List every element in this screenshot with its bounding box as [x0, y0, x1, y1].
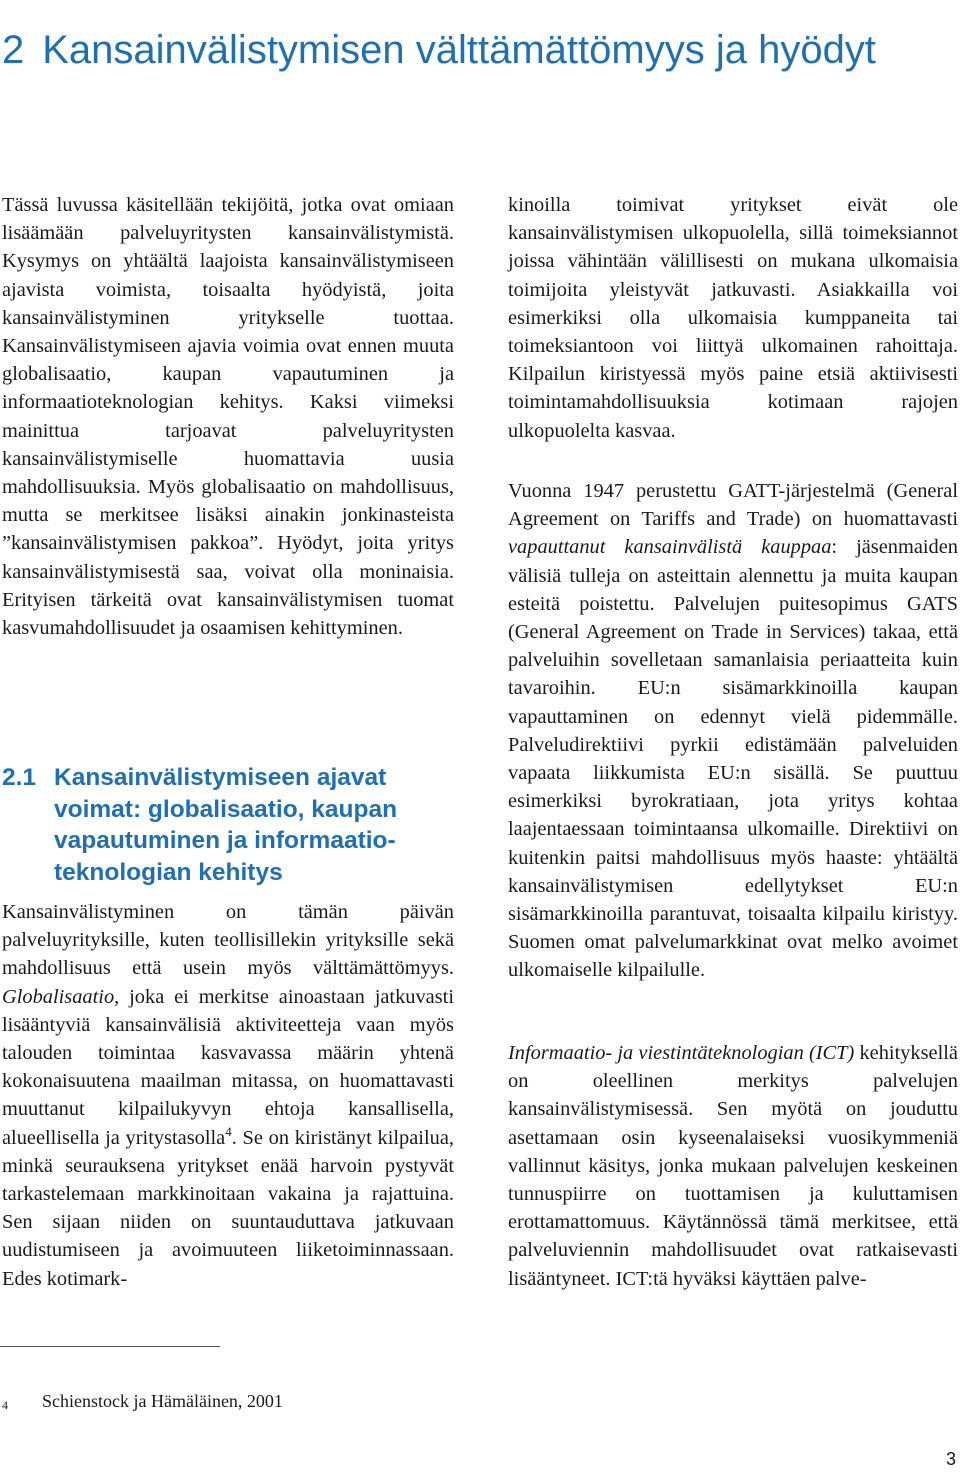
intro-paragraph: Tässä luvussa käsitellään tekijöitä, jotka ovat omiaan lisäämään palveluyritysten kansainvälistymistä. Kysymys on yhtäältä laajoista kansainvälistymiseen ajavista voimista, toisaalta hyödyistä, joita kansainvälistyminen yritykselle tuottaa. Kansainvälistymiseen ajavia voimia ovat ennen muuta globalisaatio, kaupan vapautuminen ja informaatioteknologian kehitys. Kaksi viimeksi mainittua tarjoavat palveluyritysten kansainvälistymiselle huomattavia uusia mahdollisuuksia. Myös globalisaatio on mahdollisuus, mutta se merkitsee lisäksi ainakin jonkinasteista ”kansainvälistymisen pakkoa”. Hyödyt, joita yritys kansainvälistymisestä saa, voivat olla moninaisia. Erityisen tärkeitä ovat kansainvälistymisen tuomat kasvumahdollisuudet ja osaamisen kehittyminen. [2, 194, 454, 640]
chapter-title [2, 27, 952, 73]
section-heading [2, 762, 454, 888]
right-column-para1 [508, 191, 958, 445]
footnote-divider [0, 1346, 220, 1347]
ict-term: Informaatio- ja viestintäteknologian (ICT) [508, 1042, 855, 1064]
right-paragraph-2 [508, 477, 958, 985]
left-column-intro [2, 191, 454, 642]
page-number: 3 [945, 1449, 956, 1469]
right-column-para2 [508, 477, 958, 985]
left-column-section-text [2, 898, 454, 1293]
footnote-number: 4 [2, 1398, 8, 1412]
section-intro-text: Kansainvälistyminen on tämän päivän palveluyrityksille, kuten teollisillekin yrityksille sekä mahdollisuus että usein myös välttämättömyys. [2, 901, 454, 980]
section-number: 2.1 [2, 764, 37, 792]
footnote-text: Schienstock ja Hämäläinen, 2001 [42, 1391, 283, 1411]
trade-liberalisation-term: vapauttanut kansainvälistä kauppaa [508, 536, 832, 559]
footnote-reference: 4 [225, 1123, 232, 1139]
gatt-text-start: Vuonna 1947 perustettu GATT-järjestelmä (General Agreement on Tariffs and Trade) on huomattavasti [508, 480, 958, 531]
right-paragraph-3 [508, 1039, 958, 1293]
chapter-title-text: Kansainvälistymisen välttämättömyys ja hyödyt [42, 27, 876, 72]
globalisaatio-term: Globalisaatio [2, 985, 115, 1008]
right-paragraph-1: kinoilla toimivat yritykset eivät ole kansainvälistymisen ulkopuolella, sillä toimeksiannot joissa vähintään välillisesti on mukana ulkomaisia toimijoita yleistyvät jatkuvasti. Asiakkailla voi esimerkiksi olla ulkomaisia kumppaneita tai toimeksiantoon voi liittyä ulkomainen rahoittaja. Kilpailun kiristyessä myös paine etsiä aktiivisesti toimintamahdollisuuksia kotimaan rajojen ulkopuolelta kasvaa. [508, 194, 958, 442]
gatt-text-end: : jäsenmaiden välisiä tulleja on asteittain alennettu ja muita kaupan esteitä poistettu. Palvelujen puitesopimus GATS (General Agreement on Trade in Services) takaa, että palveluihin sovelletaan samanlaisia periaatteita kuin tavaroihin. EU:n sisämarkkinoilla kaupan vapauttaminen on edennyt vielä pidemmälle. Palveludirektiivi pyrkii edistämään palveluiden vapaata liikkumista EU:n sisällä. Se puuttuu esimerkiksi byrokratiaan, jota yritys kohtaa laajentaessaan toimintaansa ulkomaille. Direktiivi on kuitenkin paitsi mahdollisuus myös haaste: yhtäältä kansainvälistymisen edellytykset EU:n sisämarkkinoilla parantuvat, toisaalta kilpailu kiristyy. Suomen omat palvelumarkkinat ovat melko avoimet ulkomaiselle kilpailulle. [508, 536, 958, 982]
globalisaatio-text: , joka ei merkitse ainoastaan jatkuvasti lisääntyviä kansainvälisiä aktiviteetteja vaan myös talouden toimintaa kasvavassa määrin yhtenä kokonaisuutena maailman mitassa, on huomattavasti muuttanut kilpailukyvyn ehtoja kansallisella, alueellisella ja yritystasolla [2, 985, 454, 1149]
chapter-number: 2 [2, 27, 25, 72]
section-title: Kansainvälistymiseen ajavat voimat: globalisaatio, kaupan vapautuminen ja informaatio-teknologian kehitys [54, 764, 398, 886]
globalisaatio-text-continued: . Se on kiristänyt kilpailua, minkä seurauksena yritykset enää harvoin pystyvät tarkastelemaan markkinoitaan vakaina ja rajattuina. Sen sijaan niiden on suuntauduttava jatkuvaan uudistumiseen ja avoimuuteen liiketoiminnassaan. Edes kotimark- [2, 1126, 454, 1290]
section-paragraph [2, 898, 454, 1293]
footnote [2, 1390, 283, 1414]
right-column-para3 [508, 1039, 958, 1293]
ict-text: kehityksellä on oleellinen merkitys palvelujen kansainvälistymisessä. Sen myötä on jouduttu asettamaan osin kyseenalaiseksi vuosikymmeniä vallinnut käsitys, jonka mukaan palvelujen keskeinen tunnuspiirre on tuottamisen ja kuluttamisen erottamattomuus. Käytännössä tämä merkitsee, että palveluviennin mahdollisuudet ovat ratkaisevasti lisääntyneet. ICT:tä hyväksi käyttäen palve- [508, 1042, 958, 1290]
